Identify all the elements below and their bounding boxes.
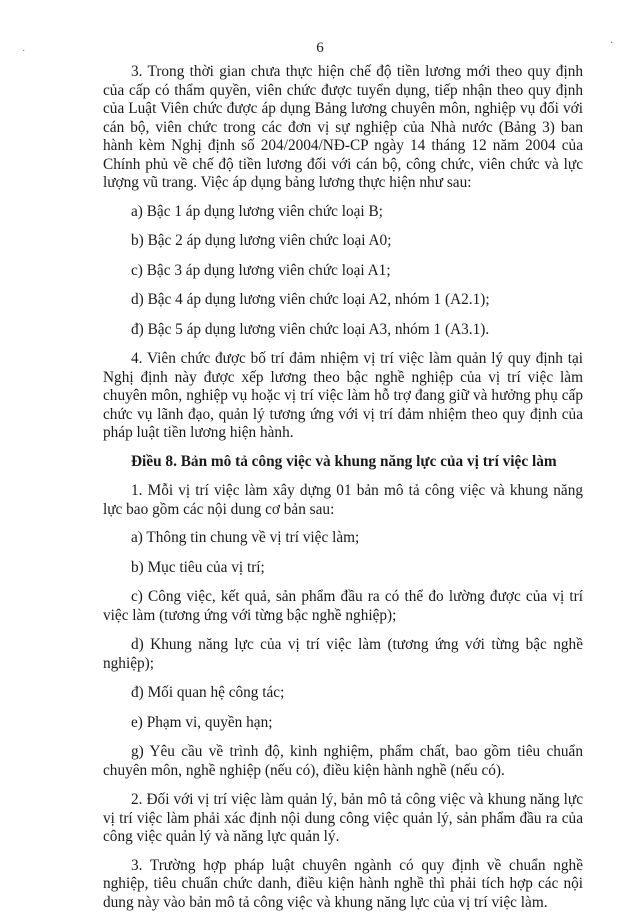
list-item: a) Bậc 1 áp dụng lương viên chức loại B;: [131, 202, 383, 220]
list-item: c) Công việc, kết quả, sản phẩm đầu ra có thể đo lường được của vị trí việc làm (tương ứng với từng bậc nghề nghiệp);: [103, 588, 583, 624]
scan-speck: ·: [610, 38, 614, 49]
list-item: e) Phạm vi, quyền hạn;: [131, 713, 273, 731]
list-item: d) Khung năng lực của vị trí việc làm (tương ứng với từng bậc nghề nghiệp);: [103, 636, 583, 672]
article-8-clause-2: 2. Đối với vị trí việc làm quản lý, bản mô tả công việc và khung năng lực vị trí việc làm phải xác định nội dung công việc quản lý, sản phẩm đầu ra của công việc quản lý và năng lực quản lý.: [103, 791, 583, 845]
list-item: đ) Mối quan hệ công tác;: [131, 684, 285, 701]
page-number: 6: [316, 40, 324, 56]
list-item: đ) Bậc 5 áp dụng lương viên chức loại A3, nhóm 1 (A3.1).: [131, 320, 490, 338]
article-8-heading: Điều 8. Bản mô tả công việc và khung năng lực của vị trí việc làm: [131, 452, 557, 470]
document-body: [103, 63, 583, 922]
section-4: 4. Viên chức được bố trí đảm nhiệm vị trí việc làm quản lý quy định tại Nghị định này được xếp lương theo bậc nghề nghiệp của vị trí việc làm chuyên môn, nghiệp vụ hoặc vị trí việc làm hỗ trợ đang giữ và hưởng phụ cấp chức vụ lãnh đạo, quản lý tương ứng với vị trí đảm nhiệm theo quy định của pháp luật tiền lương hiện hành.: [103, 350, 583, 441]
list-item: a) Thông tin chung về vị trí việc làm;: [131, 529, 360, 546]
section-3-intro: 3. Trong thời gian chưa thực hiện chế độ tiền lương mới theo quy định của cấp có thẩm quyền, viên chức được tuyển dụng, tiếp nhận theo quy định của Luật Viên chức được áp dụng Bảng lương chuyên môn, nghiệp vụ đối với cán bộ, viên chức trong các đơn vị sự nghiệp của Nhà nước (Bảng 3) ban hành kèm Nghị định số 204/2004/NĐ-CP ngày 14 tháng 12 năm 2004 của Chính phủ về chế độ tiền lương đối với cán bộ, công chức, viên chức và lực lượng vũ trang. Việc áp dụng bảng lương thực hiện như sau:: [103, 63, 583, 191]
list-item: c) Bậc 3 áp dụng lương viên chức loại A1;: [131, 261, 391, 279]
list-item: d) Bậc 4 áp dụng lương viên chức loại A2, nhóm 1 (A2.1);: [131, 291, 490, 308]
list-item: b) Mục tiêu của vị trí;: [131, 558, 265, 576]
article-8-clause-3: 3. Trường hợp pháp luật chuyên ngành có quy định về chuẩn nghề nghiệp, tiêu chuẩn chức danh, điều kiện hành nghề thì phải tích hợp các nội dung này vào bản mô tả công việc và khung năng lực của vị trí việc làm.: [103, 856, 583, 911]
list-item: g) Yêu cầu về trình độ, kinh nghiệm, phẩm chất, bao gồm tiêu chuẩn chuyên môn, nghề nghiệp (nếu có), điều kiện hành nghề (nếu có).: [103, 743, 583, 779]
scan-speck: ·: [22, 46, 26, 57]
article-8-clause-1-intro: 1. Mỗi vị trí việc làm xây dựng 01 bản mô tả công việc và khung năng lực bao gồm các nội dung cơ bản sau:: [103, 482, 583, 518]
list-item: b) Bậc 2 áp dụng lương viên chức loại A0;: [131, 232, 392, 249]
